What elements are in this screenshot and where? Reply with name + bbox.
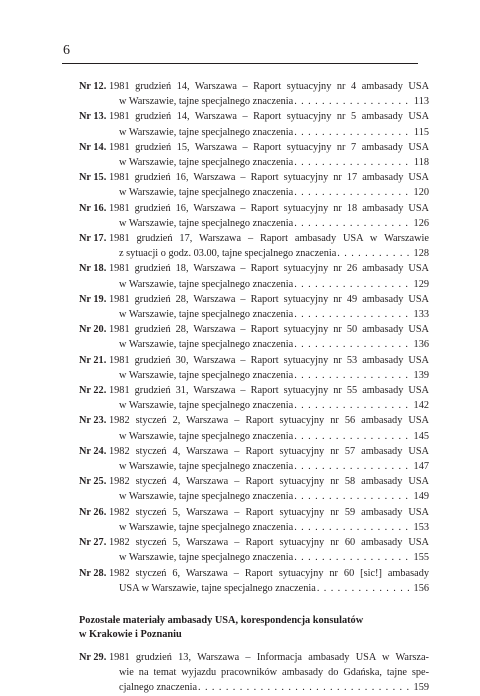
- entry-text-line: w Warszawie, tajne specjalnego znaczenia: [119, 369, 294, 381]
- page-reference: 156: [413, 582, 429, 594]
- dot-leader: [294, 307, 412, 322]
- page-reference: 142: [413, 400, 429, 412]
- dot-leader: [294, 277, 412, 292]
- page-reference: 129: [413, 278, 429, 290]
- entry-body: [109, 261, 429, 291]
- page-reference: 126: [413, 217, 429, 229]
- entry-number: Nr 20.: [79, 324, 107, 336]
- entry-text-line: w Warszawie, tajne specjalnego znaczenia: [119, 217, 294, 229]
- page-reference: 118: [413, 157, 429, 169]
- page-reference: 136: [413, 339, 429, 351]
- entry-body: [109, 109, 429, 139]
- entry-text-line: 1982 styczeń 4, Warszawa – Raport sytuacyjny nr 58 ambasady USA: [109, 476, 429, 488]
- entry-number: Nr 26.: [79, 506, 107, 518]
- dot-leader: [294, 216, 412, 231]
- toc-entry: [79, 413, 429, 443]
- dot-leader: [294, 185, 412, 200]
- entry-number: Nr 16.: [79, 202, 107, 214]
- entry-text-line: wie na temat wyjazdu pracowników ambasady do Gdańska, tajne spe-: [119, 667, 429, 679]
- page-reference: 153: [413, 521, 429, 533]
- entry-text-line: 1981 grudzień 17, Warszawa – Raport ambasady USA w Warszawie: [109, 233, 429, 245]
- dot-leader: [294, 398, 412, 413]
- toc-entry: [79, 140, 429, 170]
- section-heading: [79, 614, 429, 642]
- toc-entry: [79, 444, 429, 474]
- dot-leader: [294, 125, 413, 140]
- toc-entry: [79, 650, 429, 696]
- entry-number: Nr 13.: [79, 111, 107, 123]
- header-rule: [62, 63, 418, 64]
- entry-body: [109, 474, 429, 504]
- entry-body: [109, 383, 429, 413]
- entry-text-line: 1981 grudzień 13, Warszawa – Informacja ambasady USA w Warsza-: [109, 651, 429, 663]
- entry-text-line: 1981 grudzień 30, Warszawa – Raport sytuacyjny nr 53 ambasady USA: [109, 354, 429, 366]
- page-reference: 120: [413, 187, 429, 199]
- entry-text-line: 1982 styczeń 2, Warszawa – Raport sytuacyjny nr 56 ambasady USA: [109, 415, 429, 427]
- entry-text-line: w Warszawie, tajne specjalnego znaczenia: [119, 552, 294, 564]
- toc-entry: [79, 292, 429, 322]
- entry-number: Nr 18.: [79, 263, 107, 275]
- entry-number: Nr 15.: [79, 172, 107, 184]
- entry-body: [109, 413, 429, 443]
- entry-text-line: cjalnego znaczenia: [119, 682, 198, 694]
- entry-text-line: 1982 styczeń 4, Warszawa – Raport sytuacyjny nr 57 ambasady USA: [109, 445, 429, 457]
- entry-text-line: 1982 styczeń 6, Warszawa – Raport sytuacyjny nr 60 [sic!] ambasady: [109, 567, 429, 579]
- entry-number: Nr 28.: [79, 567, 107, 579]
- entry-number: Nr 19.: [79, 293, 107, 305]
- page-reference: 145: [413, 430, 429, 442]
- entry-number: Nr 14.: [79, 141, 107, 153]
- entry-text-line: w Warszawie, tajne specjalnego znaczenia: [119, 157, 294, 169]
- entry-text-line: w Warszawie, tajne specjalnego znaczenia: [119, 278, 294, 290]
- entry-number: Nr 27.: [79, 537, 107, 549]
- dot-leader: [317, 581, 413, 596]
- toc-entry: [79, 231, 429, 261]
- entry-text-line: w Warszawie, tajne specjalnego znaczenia: [119, 187, 294, 199]
- entry-number: Nr 23.: [79, 415, 107, 427]
- entry-body: [109, 650, 429, 696]
- entry-text-line: 1981 grudzień 15, Warszawa – Raport sytuacyjny nr 7 ambasady USA: [109, 141, 429, 153]
- entry-text-line: 1981 grudzień 16, Warszawa – Raport sytuacyjny nr 17 ambasady USA: [109, 172, 429, 184]
- entry-text-line: 1982 styczeń 5, Warszawa – Raport sytuacyjny nr 60 ambasady USA: [109, 537, 429, 549]
- toc-entry: [79, 201, 429, 231]
- section-heading-line: Pozostałe materiały ambasady USA, korespondencja konsulatów: [79, 614, 364, 626]
- entry-text-line: w Warszawie, tajne specjalnego znaczenia: [119, 461, 294, 473]
- entry-text-line: 1981 grudzień 16, Warszawa – Raport sytuacyjny nr 18 ambasady USA: [109, 202, 429, 214]
- entry-body: [109, 201, 429, 231]
- toc-entry: [79, 383, 429, 413]
- dot-leader: [294, 459, 412, 474]
- entry-body: [109, 566, 429, 596]
- dot-leader: [294, 520, 412, 535]
- toc-entry: [79, 505, 429, 535]
- dot-leader: [294, 489, 412, 504]
- toc-entry: [79, 322, 429, 352]
- table-of-contents: [79, 79, 429, 696]
- entry-body: [109, 322, 429, 352]
- entry-number: Nr 21.: [79, 354, 107, 366]
- page-reference: 149: [413, 491, 429, 503]
- toc-entry: [79, 535, 429, 565]
- dot-leader: [337, 246, 412, 261]
- entry-text-line: 1981 grudzień 28, Warszawa – Raport sytuacyjny nr 50 ambasady USA: [109, 324, 429, 336]
- dot-leader: [294, 337, 412, 352]
- dot-leader: [294, 368, 412, 383]
- entry-body: [109, 79, 429, 109]
- entry-text-line: w Warszawie, tajne specjalnego znaczenia: [119, 521, 294, 533]
- toc-entry: [79, 79, 429, 109]
- entry-body: [109, 231, 429, 261]
- entry-number: Nr 24.: [79, 445, 107, 457]
- entry-body: [109, 505, 429, 535]
- dot-leader: [294, 550, 412, 565]
- entry-text-line: 1981 grudzień 31, Warszawa – Raport sytuacyjny nr 55 ambasady USA: [109, 385, 429, 397]
- entry-text-line: USA w Warszawie, tajne specjalnego znaczenia: [119, 582, 316, 594]
- entry-text-line: w Warszawie, tajne specjalnego znaczenia: [119, 339, 294, 351]
- entry-number: Nr 12.: [79, 81, 107, 92]
- page-reference: 115: [413, 126, 429, 138]
- entry-body: [109, 140, 429, 170]
- toc-entry: [79, 474, 429, 504]
- entry-number: Nr 25.: [79, 476, 107, 488]
- toc-entry: [79, 109, 429, 139]
- entry-text-line: w Warszawie, tajne specjalnego znaczenia: [119, 126, 294, 138]
- page-reference: 147: [413, 461, 429, 473]
- entry-text-line: 1982 styczeń 5, Warszawa – Raport sytuacyjny nr 59 ambasady USA: [109, 506, 429, 518]
- entry-body: [109, 535, 429, 565]
- toc-entry: [79, 170, 429, 200]
- toc-entry: [79, 353, 429, 383]
- entry-text-line: 1981 grudzień 14, Warszawa – Raport sytuacyjny nr 5 ambasady USA: [109, 111, 429, 123]
- toc-entry: [79, 261, 429, 291]
- entry-text-line: w Warszawie, tajne specjalnego znaczenia: [119, 400, 294, 412]
- entry-number: Nr 22.: [79, 385, 107, 397]
- page-reference: 128: [413, 248, 429, 260]
- entry-text-line: 1981 grudzień 28, Warszawa – Raport sytuacyjny nr 49 ambasady USA: [109, 293, 429, 305]
- dot-leader: [294, 94, 413, 109]
- entry-body: [109, 292, 429, 322]
- entry-number: Nr 17.: [79, 233, 107, 245]
- page-reference: 113: [413, 96, 429, 108]
- page-reference: 155: [413, 552, 429, 564]
- entry-text-line: w Warszawie, tajne specjalnego znaczenia: [119, 430, 294, 442]
- toc-entry: [79, 566, 429, 596]
- entry-text-line: 1981 grudzień 14, Warszawa – Raport sytuacyjny nr 4 ambasady USA: [109, 81, 429, 92]
- entry-body: [109, 353, 429, 383]
- dot-leader: [294, 155, 413, 170]
- entry-body: [109, 170, 429, 200]
- dot-leader: [294, 429, 412, 444]
- page-reference: 159: [413, 682, 429, 694]
- page-reference: 139: [413, 369, 429, 381]
- entry-body: [109, 444, 429, 474]
- entry-text-line: w Warszawie, tajne specjalnego znaczenia: [119, 491, 294, 503]
- section-heading-line: w Krakowie i Poznaniu: [79, 628, 182, 640]
- entry-text-line: 1981 grudzień 18, Warszawa – Raport sytuacyjny nr 26 ambasady USA: [109, 263, 429, 275]
- toc-entries: [79, 79, 429, 596]
- page-reference: 133: [413, 309, 429, 321]
- page-number: 6: [63, 43, 70, 58]
- entry-text-line: w Warszawie, tajne specjalnego znaczenia: [119, 309, 294, 321]
- entry-number: Nr 29.: [79, 651, 107, 663]
- entry-text-line: w Warszawie, tajne specjalnego znaczenia: [119, 96, 294, 108]
- entry-text-line: z sytuacji o godz. 03.00, tajne specjalnego znaczenia: [119, 248, 337, 260]
